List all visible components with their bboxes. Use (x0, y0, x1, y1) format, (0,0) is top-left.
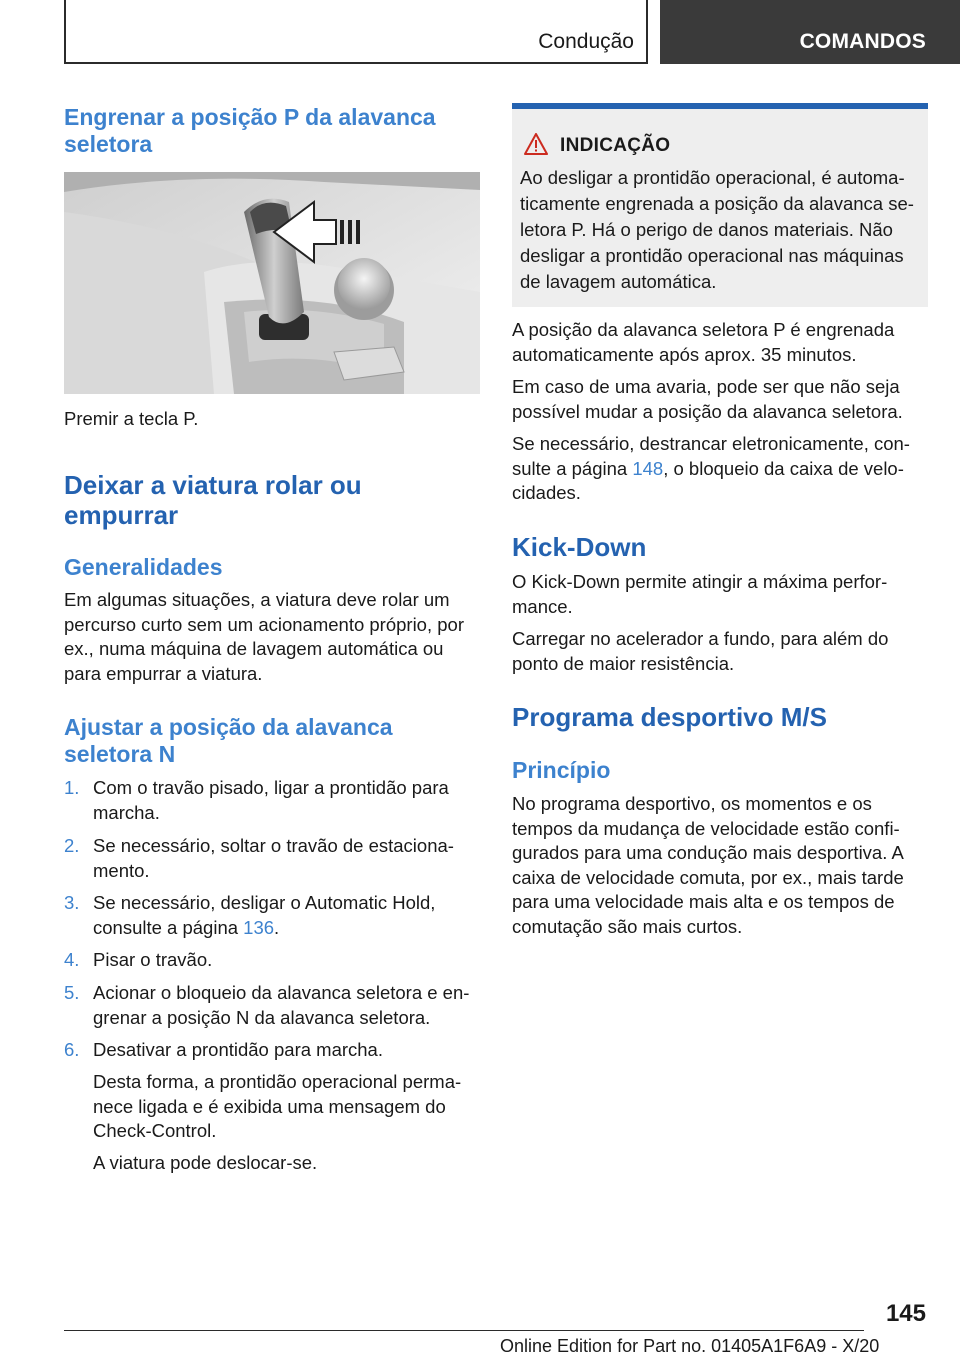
step6-result: A viatura pode deslocar-se. (93, 1152, 318, 1173)
gear-selector-photo (64, 172, 480, 394)
step6-detail: Desta forma, a prontidão operacional perma-nece ligada e é exibida uma mensagem do Check-Control. (93, 1071, 462, 1141)
header-section-tab (64, 0, 648, 64)
header-section-title: Condução (538, 30, 634, 53)
photo-caption: Premir a tecla P. (64, 408, 199, 429)
heading-sport-program: Programa desportivo M/S (512, 702, 827, 732)
auto-park-text: A posição da alavanca seletora P é engrenada automaticamente após aprox. 35 minutos. (512, 319, 895, 365)
heading-principle: Princípio (512, 757, 611, 783)
kick-down-text: O Kick-Down permite atingir a máxima perfor-mance. (512, 571, 888, 617)
header-chapter-title: COMANDOS (799, 30, 926, 53)
gear-selector-illustration (64, 172, 480, 394)
general-text: Em algumas situações, a viatura deve rolar um percurso curto sem um acionamento próprio, por ex., numa máquina de lavagem automática ou para empurrar a viatura. (64, 589, 464, 684)
kick-down-instruction: Carregar no acelerador a fundo, para além do ponto de maior resistência. (512, 628, 889, 674)
notice-box (512, 103, 928, 307)
page-link-148[interactable]: 148 (632, 457, 664, 479)
page-link-136[interactable]: 136 (243, 916, 275, 938)
heading-general: Generalidades (64, 554, 223, 580)
heading-roll-push: Deixar a viatura rolar ou empurrar (64, 470, 362, 530)
footer-edition: Online Edition for Part no. 01405A1F6A9 - X/20 (500, 1336, 880, 1356)
heading-kick-down: Kick-Down (512, 532, 647, 562)
footer-divider (64, 1330, 864, 1331)
malfunction-text: Em caso de uma avaria, pode ser que não seja possível mudar a posição da alavanca seletora. (512, 376, 903, 422)
heading-neutral: Ajustar a posição da alavanca seletora N (64, 714, 393, 767)
page-number: 145 (885, 1300, 926, 1327)
header-chapter-tab (660, 0, 960, 64)
notice-text: Ao desligar a prontidão operacional, é automa-ticamente engrenada a posição da alavanca se-letora P. Há o perigo de danos materiais. Não desligar a prontidão operacional nas máquinas de lavagem automática. (520, 167, 914, 292)
warning-icon (524, 133, 548, 155)
notice-title: INDICAÇÃO (560, 135, 671, 156)
unlock-text: Se necessário, destrancar eletronicamente, con-sulte a página 148, o bloqueio da caixa de velo-cidades. (512, 433, 910, 503)
principle-text: No programa desportivo, os momentos e os tempos da mudança de velocidade estão confi-gurados para uma condução mais desportiva. A caixa de velocidade comuta, por ex., mais tarde para uma velocidade mais alta e os tempos de comutação são mais curtos. (512, 793, 904, 937)
heading-engage-park: Engrenar a posição P da alavanca seletora (64, 104, 436, 157)
